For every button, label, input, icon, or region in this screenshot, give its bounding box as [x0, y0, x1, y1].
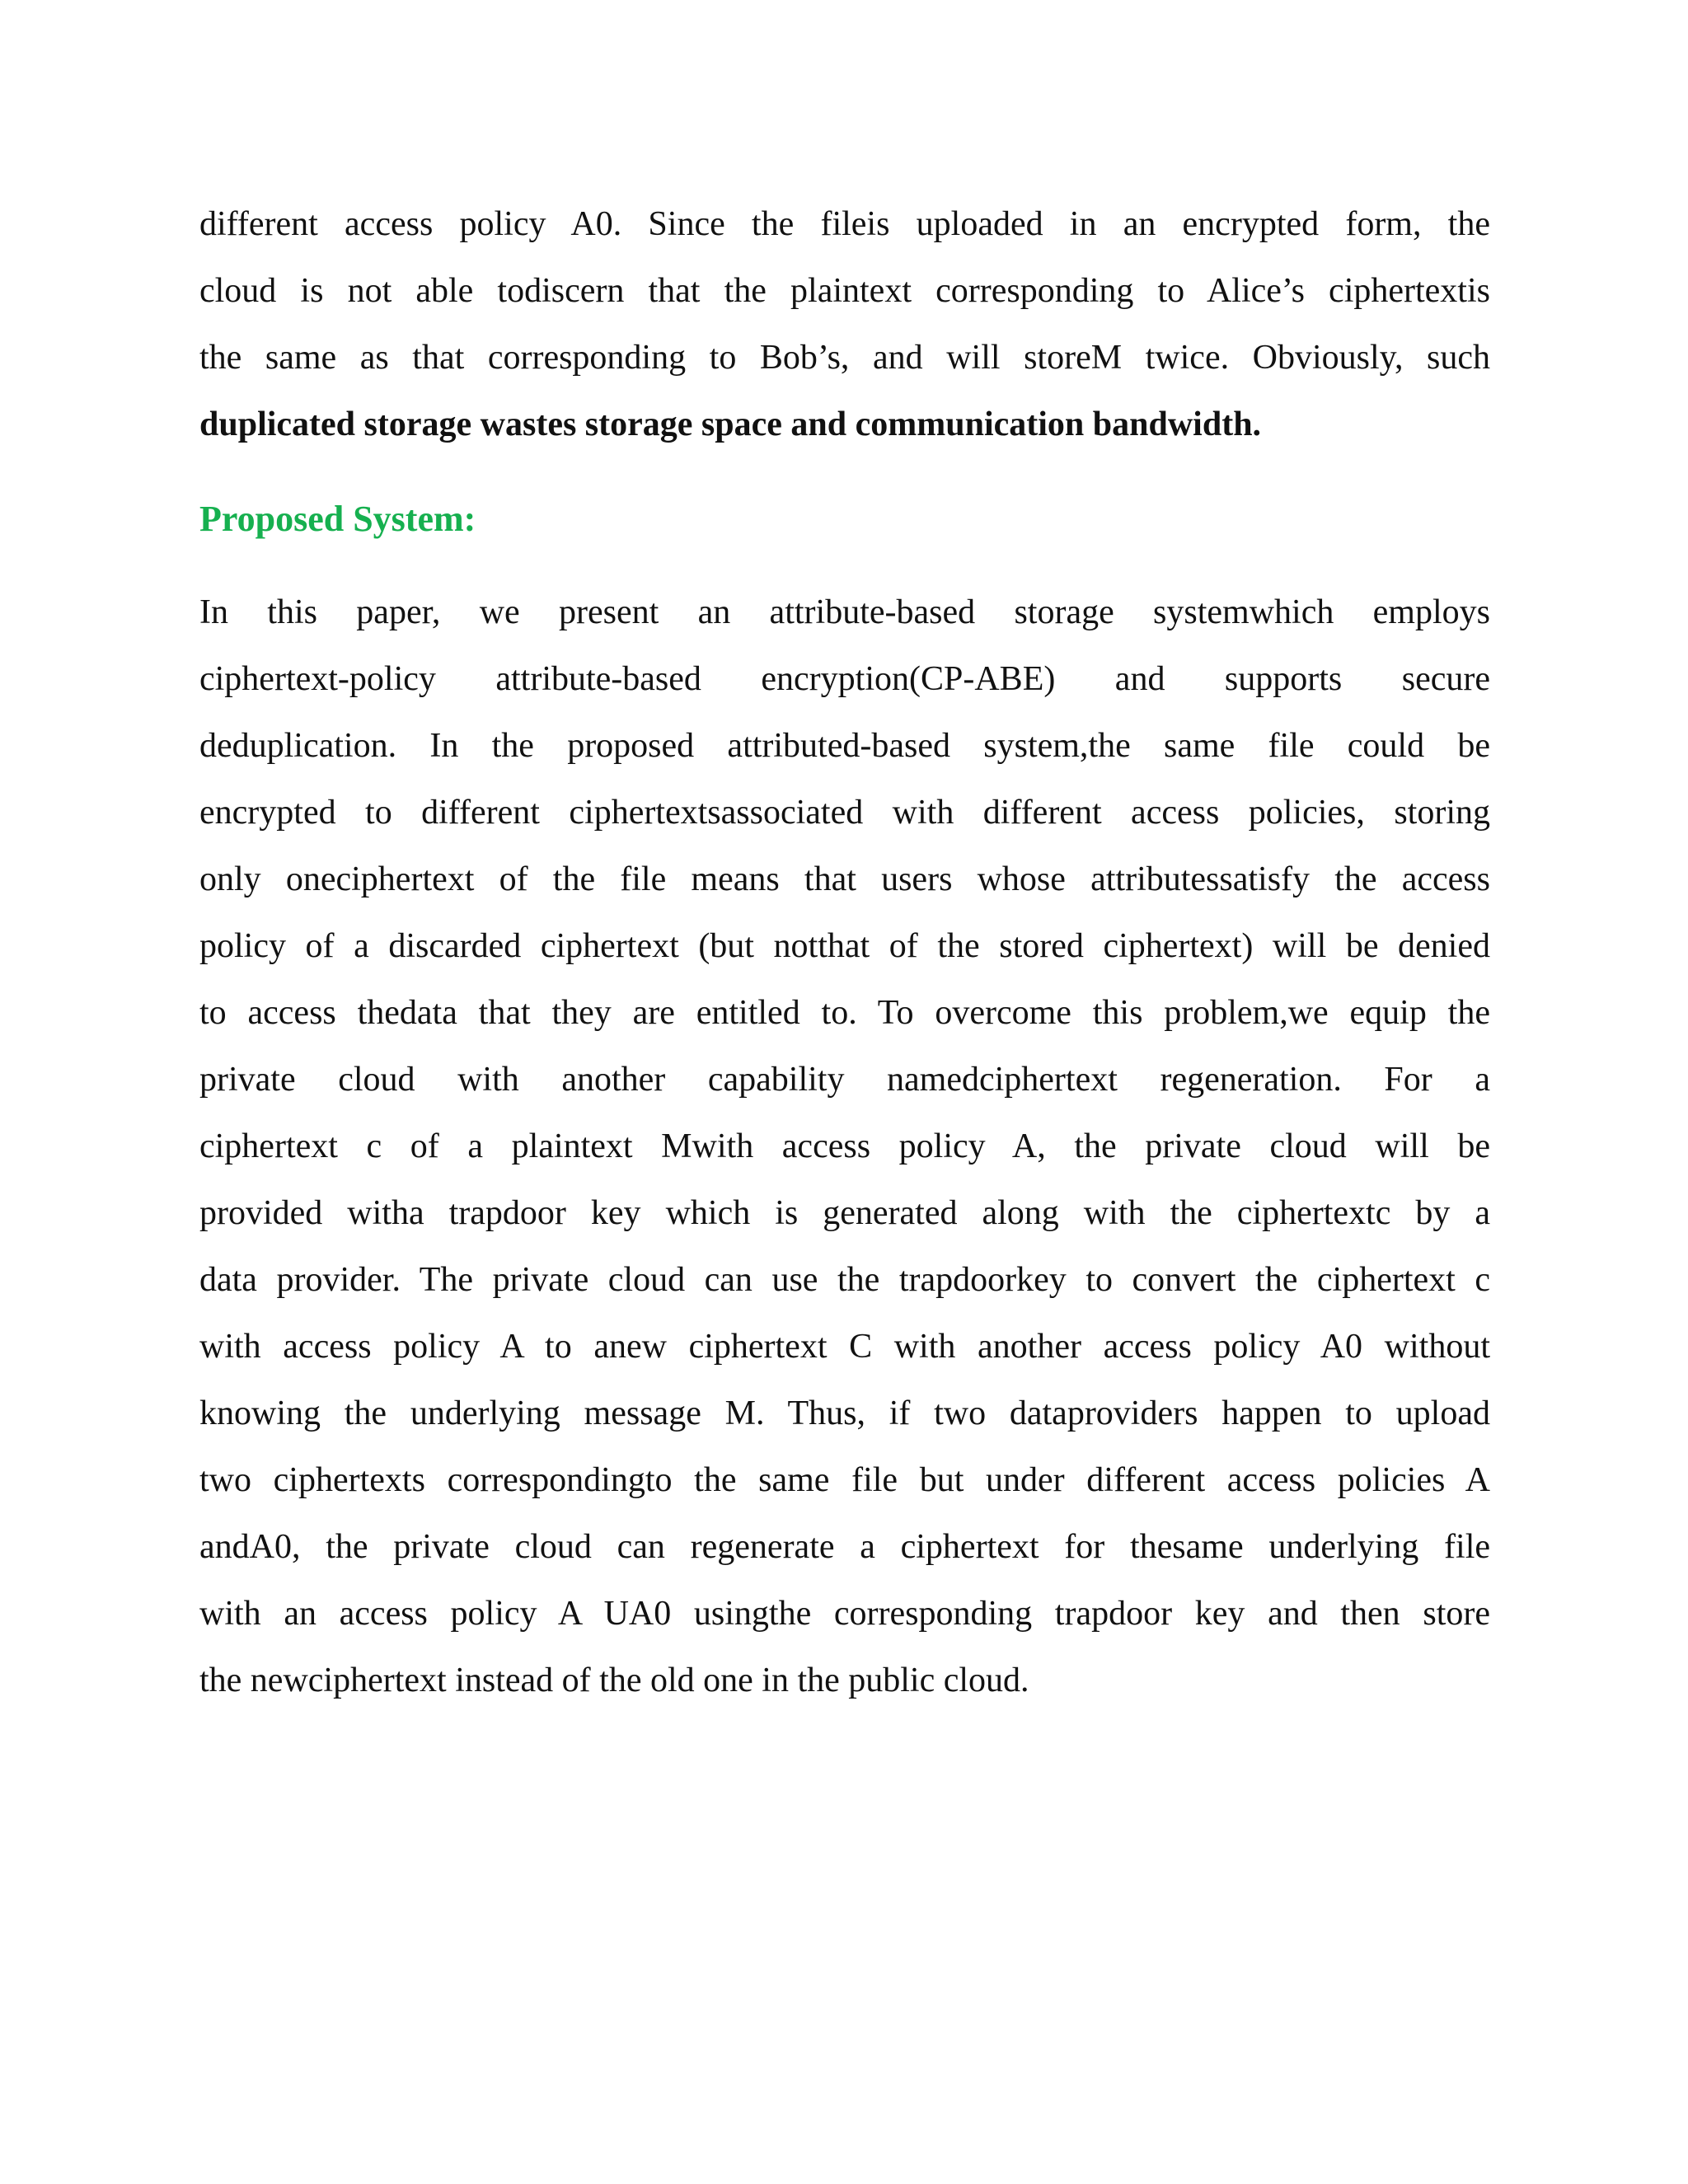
document-body: [199, 191, 1490, 1714]
text-line: two ciphertexts correspondingto the same file but under different access policies A: [199, 1461, 1490, 1499]
text-line: encrypted to different ciphertextsassociated with different access policies, storing: [199, 794, 1490, 832]
text-line: knowing the underlying message M. Thus, if two dataproviders happen to upload: [199, 1394, 1490, 1432]
text-line: the same as that corresponding to Bob’s, and will storeM twice. Obviously, such: [199, 339, 1490, 377]
paragraph-existing-system-continuation: [199, 191, 1490, 458]
text-line: with an access policy A UA0 usingthe corresponding trapdoor key and then store: [199, 1595, 1490, 1633]
text-line: In this paper, we present an attribute-based storage systemwhich employs: [199, 593, 1490, 631]
text-line: to access thedata that they are entitled to. To overcome this problem,we equip the: [199, 994, 1490, 1032]
text-line: ciphertext-policy attribute-based encryption(CP-ABE) and supports secure: [199, 660, 1490, 698]
bold-text-line: duplicated storage wastes storage space and communication bandwidth.: [199, 405, 1262, 443]
text-line: data provider. The private cloud can use the trapdoorkey to convert the ciphertext c: [199, 1261, 1490, 1299]
text-line: andA0, the private cloud can regenerate a ciphertext for thesame underlying file: [199, 1528, 1490, 1566]
text-line: ciphertext c of a plaintext Mwith access policy A, the private cloud will be: [199, 1127, 1490, 1165]
text-line: provided witha trapdoor key which is generated along with the ciphertextc by a: [199, 1194, 1490, 1232]
text-line: deduplication. In the proposed attributed-based system,the same file could be: [199, 727, 1490, 765]
text-line: private cloud with another capability namedciphertext regeneration. For a: [199, 1061, 1490, 1099]
text-line: different access policy A0. Since the fileis uploaded in an encrypted form, the: [199, 205, 1490, 243]
text-line: with access policy A to anew ciphertext C with another access policy A0 without: [199, 1328, 1490, 1366]
text-line: the newciphertext instead of the old one in the public cloud.: [199, 1661, 1029, 1699]
text-line: policy of a discarded ciphertext (but notthat of the stored ciphertext) will be denied: [199, 927, 1490, 965]
text-line: cloud is not able todiscern that the plaintext corresponding to Alice’s ciphertextis: [199, 272, 1490, 310]
text-line: only oneciphertext of the file means that users whose attributessatisfy the access: [199, 860, 1490, 898]
paragraph-proposed-system: [199, 579, 1490, 1714]
section-heading: Proposed System:: [199, 499, 476, 539]
